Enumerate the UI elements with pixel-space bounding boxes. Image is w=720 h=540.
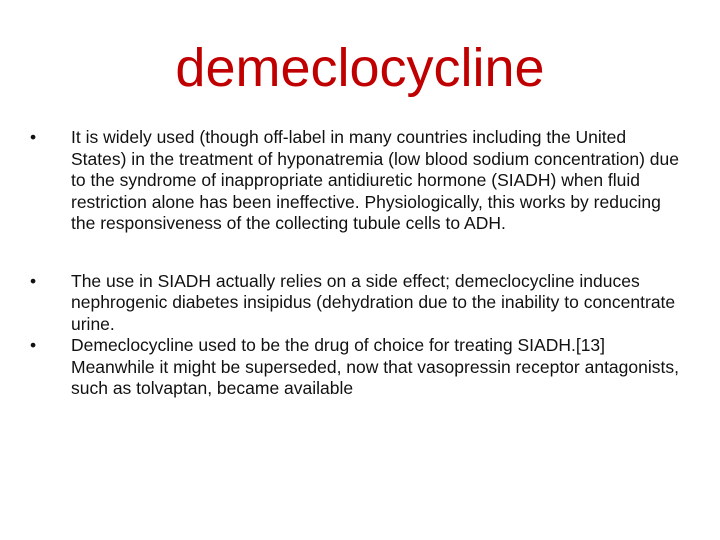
bullet-list-2 — [30, 271, 680, 400]
bullet-list-1 — [30, 127, 680, 235]
bullet-marker: • — [30, 270, 37, 291]
bullet-text: It is widely used (though off-label in many countries including the United States) in the treatment of hyponatremia (low blood sodium concentration) due to the syndrome of inappropriate antidiuretic hormone (SIADH) when fluid restriction alone has been ineffective. Physiologically, this works by reducing the responsiveness of the collecting tubule cells to ADH. — [71, 127, 679, 233]
bullet-marker: • — [30, 127, 37, 147]
bullet-item — [30, 127, 680, 235]
bullet-text: The use in SIADH actually relies on a side effect; demeclocycline induces nephrogenic diabetes insipidus (dehydration due to the inability to concentrate urine. — [71, 270, 676, 334]
slide-body — [30, 127, 680, 400]
bullet-marker: • — [30, 335, 37, 355]
bullet-item — [30, 335, 680, 400]
bullet-item — [30, 271, 680, 336]
slide-title: demeclocycline — [175, 38, 545, 98]
bullet-text: Demeclocycline used to be the drug of choice for treating SIADH.[13] Meanwhile it might be superseded, now that vasopressin receptor antagonists, such as tolvaptan, became available — [71, 335, 679, 398]
